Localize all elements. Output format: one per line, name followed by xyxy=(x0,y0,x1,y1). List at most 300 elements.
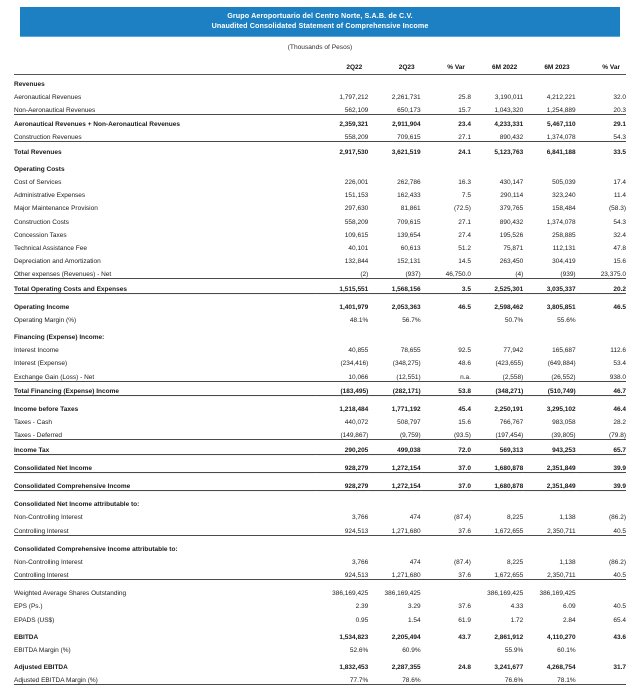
row-value: 562,109 xyxy=(316,101,368,115)
row-value: 0.95 xyxy=(355,616,369,624)
row-value: 40.5 xyxy=(576,566,626,580)
table-row xyxy=(14,495,626,508)
row-value: (348,271) xyxy=(471,381,523,395)
row-value: 50.7% xyxy=(504,316,524,324)
company-name: Grupo Aeroportuario del Centro Norte, S.A.B. de C.V. xyxy=(227,11,413,20)
table-row xyxy=(14,354,626,367)
row-value: 1.54 xyxy=(407,616,421,624)
row-value: 3,766 xyxy=(352,514,369,522)
row-label: Taxes - Cash xyxy=(14,419,52,427)
row-value: 924,513 xyxy=(316,566,368,580)
row-value: 386,169,425 xyxy=(384,590,421,598)
row-value: 2.39 xyxy=(355,603,369,611)
row-value: 323,240 xyxy=(552,192,576,200)
row-value: (87.4) xyxy=(453,558,471,566)
row-value: 1,515,551 xyxy=(316,279,368,293)
row-value: 262,786 xyxy=(397,179,421,186)
row-value: 2,261,731 xyxy=(391,93,421,101)
table-row xyxy=(14,101,626,115)
row-value: 3,766 xyxy=(352,558,369,566)
row-value: 162,433 xyxy=(397,192,421,200)
row-value: 4,110,270 xyxy=(547,633,576,641)
row-value: 6,841,188 xyxy=(546,148,576,156)
row-value: 45.4 xyxy=(458,406,471,413)
row-value: 2,350,711 xyxy=(523,566,575,580)
row-label: Controlling Interest xyxy=(14,566,316,580)
row-value: (510,749) xyxy=(523,381,575,395)
row-value: 24.8 xyxy=(458,664,471,672)
row-value: 2.84 xyxy=(562,616,576,624)
row-value: 386,169,425 xyxy=(539,590,576,598)
row-value: (937) xyxy=(368,265,420,279)
row-value: 297,630 xyxy=(344,205,369,213)
table-row xyxy=(14,381,626,395)
row-value: 2,351,849 xyxy=(523,477,575,491)
row-value: 54.3 xyxy=(613,218,626,226)
row-value: 60.1% xyxy=(557,647,576,654)
row-value: 890,432 xyxy=(471,128,523,142)
table-row xyxy=(14,328,626,341)
row-value: 132,844 xyxy=(344,258,369,266)
row-value: 33.5 xyxy=(613,148,626,156)
row-label: EBITDA xyxy=(14,633,39,641)
row-value: 37.0 xyxy=(421,477,471,491)
row-value: 3,295,102 xyxy=(546,406,576,413)
row-value: 151,153 xyxy=(344,192,369,200)
row-value: 2,861,912 xyxy=(494,633,524,641)
row-label: Administrative Expenses xyxy=(14,192,86,200)
row-value: 195,526 xyxy=(499,231,524,239)
row-value: 52.6% xyxy=(349,647,369,654)
row-value: 78.6% xyxy=(368,671,420,685)
row-value: 5,123,763 xyxy=(494,148,524,156)
row-value: 943,253 xyxy=(523,440,575,454)
row-label: Non-Controlling Interest xyxy=(14,558,83,566)
row-value: 109,615 xyxy=(344,231,369,239)
row-value: 72.0 xyxy=(421,440,471,454)
table-row xyxy=(14,628,626,641)
row-label: Non-Aeronautical Revenues xyxy=(14,101,316,115)
row-value: 75,871 xyxy=(503,244,524,252)
table-row xyxy=(14,173,626,186)
row-value: 1,271,680 xyxy=(368,566,420,580)
row-value: 27.1 xyxy=(458,218,471,226)
row-value: 2,911,904 xyxy=(392,121,421,129)
statement-title: Unaudited Consolidated Statement of Comprehensive Income xyxy=(211,21,429,30)
row-label: EPADS (US$) xyxy=(14,616,55,624)
row-label: Interest (Expense) xyxy=(14,360,68,368)
row-value: 650,173 xyxy=(368,101,420,115)
row-value: 890,432 xyxy=(499,218,524,226)
row-value: 1,797,212 xyxy=(339,93,369,101)
row-value: 1,672,655 xyxy=(471,566,523,580)
row-value: 152,131 xyxy=(397,258,421,266)
row-value: 430,147 xyxy=(499,179,524,186)
row-value: 43.6 xyxy=(613,633,626,641)
row-value: 32.4 xyxy=(613,231,626,239)
row-value: 27.1 xyxy=(421,128,471,142)
row-value: 65.7 xyxy=(576,440,626,454)
row-value: (234,416) xyxy=(340,360,369,368)
row-value: (58.3) xyxy=(609,205,626,213)
row-value: 40.5 xyxy=(613,603,626,611)
row-value: (183,495) xyxy=(316,381,368,395)
column-header-6m2023: 6M 2023 xyxy=(544,64,570,71)
financial-statement-table xyxy=(14,57,626,685)
row-label: Depreciation and Amortization xyxy=(14,258,101,266)
table-row xyxy=(14,115,626,129)
title-banner xyxy=(20,7,620,37)
row-value: 78.1% xyxy=(523,671,575,685)
row-value: 290,114 xyxy=(500,192,524,200)
row-label: Construction Costs xyxy=(14,218,69,226)
row-value: 20.3 xyxy=(576,101,626,115)
table-row xyxy=(14,400,626,413)
row-value: 709,615 xyxy=(397,218,421,226)
table-row xyxy=(14,128,626,142)
row-value: 14.5 xyxy=(458,258,471,266)
row-value: 2,359,321 xyxy=(339,121,369,129)
table-row xyxy=(14,199,626,212)
row-value: 40,101 xyxy=(348,244,369,252)
row-value: 2,525,301 xyxy=(471,279,523,293)
column-header-6m2022: 6M 2022 xyxy=(491,64,518,71)
row-value: 32.0 xyxy=(613,93,626,101)
row-label: Consolidated Net Income xyxy=(14,459,316,473)
row-value xyxy=(576,641,626,654)
row-label: Operating Costs xyxy=(14,165,65,173)
row-value: 55.9% xyxy=(504,647,524,654)
row-value: 290,205 xyxy=(316,440,368,454)
column-header-2q23: 2Q23 xyxy=(398,64,415,71)
column-header-var-6m: % Var xyxy=(602,64,620,71)
row-value xyxy=(421,311,471,324)
row-value: 258,885 xyxy=(552,231,576,239)
table-row xyxy=(14,426,626,440)
row-value: 508,797 xyxy=(397,419,421,427)
row-value: 40.5 xyxy=(576,521,626,535)
table-row xyxy=(14,265,626,279)
row-label: Income Tax xyxy=(14,440,316,454)
row-value: 37.0 xyxy=(421,459,471,473)
table-row xyxy=(14,252,626,265)
row-value xyxy=(576,584,626,597)
row-label: Adjusted EBITDA xyxy=(14,664,68,672)
row-value: 3.29 xyxy=(407,603,421,611)
row-value: 158,484 xyxy=(552,205,576,213)
row-value: 2,205,494 xyxy=(391,633,421,641)
row-value: 2,053,363 xyxy=(391,303,421,311)
row-value: (197,454) xyxy=(471,426,523,440)
row-value: (87.4) xyxy=(453,514,471,522)
row-value xyxy=(421,641,471,654)
row-value: 1,680,878 xyxy=(471,459,523,473)
row-value: (2,558) xyxy=(471,367,523,381)
row-value: 3,621,519 xyxy=(391,148,421,156)
row-value: 112.6 xyxy=(610,347,626,355)
row-value: 60,613 xyxy=(400,244,421,252)
row-value: 1,043,320 xyxy=(471,101,523,115)
table-row xyxy=(14,142,626,156)
row-value: 2,917,530 xyxy=(339,148,369,156)
row-value: 61.9 xyxy=(458,616,471,624)
row-value: (26,552) xyxy=(523,367,575,381)
row-label: Revenues xyxy=(14,80,45,88)
table-row xyxy=(14,610,626,623)
row-value: 37.6 xyxy=(458,603,471,611)
row-value: 558,209 xyxy=(316,128,368,142)
row-value: 48.6 xyxy=(458,360,471,368)
row-value: 92.5 xyxy=(458,347,471,355)
table-row xyxy=(14,641,626,654)
row-label: Operating Margin (%) xyxy=(14,316,77,324)
row-value: 226,001 xyxy=(344,179,369,186)
row-value: 81,861 xyxy=(400,205,421,213)
row-value: 60.9% xyxy=(402,647,421,654)
row-value xyxy=(576,671,626,685)
row-value: 1,568,156 xyxy=(368,279,420,293)
column-header-2q22: 2Q22 xyxy=(346,64,363,71)
row-value: 2,350,711 xyxy=(523,521,575,535)
row-value: 46.4 xyxy=(613,406,626,413)
row-value: 139,654 xyxy=(397,231,421,239)
table-row xyxy=(14,367,626,381)
row-value: 1.72 xyxy=(510,616,524,624)
row-label: Consolidated Comprehensive Income xyxy=(14,477,316,491)
row-label: Total Operating Costs and Expenses xyxy=(14,279,316,293)
row-value: 1,271,680 xyxy=(368,521,420,535)
row-label: Consolidated Comprehensive Income attributable to: xyxy=(14,545,178,553)
row-value: 23,375.0 xyxy=(576,265,626,279)
row-label: Financing (Expense) Income: xyxy=(14,334,105,342)
row-value: 1,374,078 xyxy=(546,218,576,226)
row-value: 16.3 xyxy=(458,179,471,186)
row-value: (348,275) xyxy=(392,360,421,368)
column-header-var-q: % Var xyxy=(447,64,465,71)
row-value: (423,655) xyxy=(495,360,524,368)
row-label: Exchange Gain (Loss) - Net xyxy=(14,367,316,381)
row-value: 165,687 xyxy=(552,347,576,355)
row-value: 8,225 xyxy=(507,558,524,566)
row-value: 43.7 xyxy=(458,633,471,641)
table-row xyxy=(14,226,626,239)
row-label: Technical Assistance Fee xyxy=(14,244,87,252)
statement-page xyxy=(0,7,640,685)
row-value: 11.4 xyxy=(613,192,626,200)
row-value: 386,169,425 xyxy=(487,590,524,598)
table-row xyxy=(14,298,626,311)
row-value: 1,254,889 xyxy=(523,101,575,115)
table-row xyxy=(14,477,626,491)
row-value: (12,551) xyxy=(368,367,420,381)
row-value: 8,225 xyxy=(507,514,524,522)
row-value: 1,272,154 xyxy=(368,477,420,491)
row-label: Cost of Services xyxy=(14,179,62,186)
row-label: Weighted Average Shares Outstanding xyxy=(14,590,127,598)
row-value: 3,190,011 xyxy=(494,93,524,101)
table-row xyxy=(14,311,626,324)
row-value: 48.1% xyxy=(349,316,369,324)
row-value: 5,467,110 xyxy=(547,121,576,129)
row-label: EPS (Ps.) xyxy=(14,603,43,611)
row-label: Controlling Interest xyxy=(14,521,316,535)
row-label: Consolidated Net Income attributable to: xyxy=(14,501,140,509)
row-value xyxy=(421,584,471,597)
table-row xyxy=(14,566,626,580)
row-value: 3,035,337 xyxy=(523,279,575,293)
row-value: 54.3 xyxy=(576,128,626,142)
table-row xyxy=(14,88,626,101)
row-label: Construction Revenues xyxy=(14,128,316,142)
row-value: 53.8 xyxy=(421,381,471,395)
row-value: 51.2 xyxy=(458,244,471,252)
row-value: 2,351,849 xyxy=(523,459,575,473)
row-label: Major Maintenance Provision xyxy=(14,205,98,213)
table-row xyxy=(14,597,626,610)
row-value: 1,832,453 xyxy=(339,664,369,672)
row-value: 558,209 xyxy=(344,218,369,226)
row-value: 56.7% xyxy=(402,316,421,324)
row-value: (9,759) xyxy=(368,426,420,440)
row-value: 938.0 xyxy=(576,367,626,381)
row-value: (149,867) xyxy=(316,426,368,440)
table-row xyxy=(14,508,626,521)
table-row xyxy=(14,186,626,199)
row-value: 3,241,677 xyxy=(494,664,524,672)
row-value: 1,771,192 xyxy=(391,406,421,413)
row-value: 77,942 xyxy=(503,347,524,355)
row-label: Other expenses (Revenues) - Net xyxy=(14,265,316,279)
table-row xyxy=(14,671,626,685)
row-value: 25.8 xyxy=(458,93,471,101)
table-row xyxy=(14,239,626,252)
table-row xyxy=(14,74,626,88)
row-value: 46.5 xyxy=(613,303,626,311)
row-value: 983,058 xyxy=(552,419,576,427)
units-caption: (Thousands of Pesos) xyxy=(287,44,353,51)
row-label: Adjusted EBITDA Margin (%) xyxy=(14,671,316,685)
row-value: 3,805,851 xyxy=(546,303,576,311)
row-label: Total Revenues xyxy=(14,148,62,156)
row-label: Aeronautical Revenues + Non-Aeronautical Revenues xyxy=(14,121,180,129)
row-value: (93.5) xyxy=(421,426,471,440)
row-value: (649,884) xyxy=(547,360,576,368)
row-value: 39.9 xyxy=(576,477,626,491)
row-label: Non-Controlling Interest xyxy=(14,514,83,522)
row-value: 2,598,462 xyxy=(494,303,524,311)
row-label: Total Financing (Expense) Income xyxy=(14,381,316,395)
row-value: 440,072 xyxy=(344,419,369,427)
row-value: 28.2 xyxy=(613,419,626,427)
row-value: 46.7 xyxy=(576,381,626,395)
row-value: 4,233,331 xyxy=(494,121,524,129)
row-value: 2,250,191 xyxy=(494,406,524,413)
row-value: 6.09 xyxy=(562,603,576,611)
row-value: 15.6 xyxy=(458,419,471,427)
table-header-row xyxy=(14,57,626,74)
row-value: 1,401,979 xyxy=(339,303,369,311)
row-value: 24.1 xyxy=(458,148,471,156)
row-value: 3.5 xyxy=(421,279,471,293)
row-value: 766,767 xyxy=(499,419,524,427)
row-value: (4) xyxy=(471,265,523,279)
row-value: 39.9 xyxy=(576,459,626,473)
row-value: 112,131 xyxy=(552,244,576,252)
row-value: 1,218,484 xyxy=(339,406,369,413)
row-value: 17.4 xyxy=(613,179,626,186)
column-header-label xyxy=(14,57,316,74)
row-value: 23.4 xyxy=(458,121,471,129)
row-value: 47.8 xyxy=(613,244,626,252)
row-value: 15.6 xyxy=(613,258,626,266)
row-value: 46,750.0 xyxy=(421,265,471,279)
row-value: 31.7 xyxy=(613,664,626,672)
row-value: 4.33 xyxy=(510,603,524,611)
table-row xyxy=(14,584,626,597)
row-value: 709,615 xyxy=(368,128,420,142)
table-row xyxy=(14,279,626,293)
row-value: (86.2) xyxy=(609,558,626,566)
row-value: 499,038 xyxy=(368,440,420,454)
row-value: 7.5 xyxy=(461,192,471,200)
table-row xyxy=(14,440,626,454)
row-value: 1,138 xyxy=(559,514,576,522)
table-row xyxy=(14,160,626,173)
row-value: 1,534,823 xyxy=(339,633,369,641)
row-value: 40,855 xyxy=(348,347,369,355)
row-value: 27.4 xyxy=(458,231,471,239)
row-value: 569,313 xyxy=(471,440,523,454)
row-value: 386,169,425 xyxy=(332,590,369,598)
row-value: 928,279 xyxy=(316,459,368,473)
row-value: 37.6 xyxy=(421,566,471,580)
row-value: 924,513 xyxy=(316,521,368,535)
row-value: 4,268,754 xyxy=(546,664,576,672)
row-value: 474 xyxy=(409,558,421,566)
row-value: 55.6% xyxy=(557,316,576,324)
row-value: (79.8) xyxy=(576,426,626,440)
table-row xyxy=(14,212,626,225)
table-row xyxy=(14,413,626,426)
row-label: Concession Taxes xyxy=(14,231,67,239)
row-value: 304,419 xyxy=(552,258,576,266)
row-label: Interest Income xyxy=(14,347,59,355)
row-value: 20.2 xyxy=(576,279,626,293)
row-value: 29.1 xyxy=(613,121,626,129)
table-row xyxy=(14,341,626,354)
table-row xyxy=(14,540,626,553)
row-value xyxy=(421,671,471,685)
row-value: 37.6 xyxy=(421,521,471,535)
row-value xyxy=(576,311,626,324)
table-row xyxy=(14,521,626,535)
row-value: 379,765 xyxy=(499,205,524,213)
table-body xyxy=(14,74,626,685)
row-value: 10,066 xyxy=(316,367,368,381)
row-value: 78,655 xyxy=(400,347,421,355)
row-value: 46.5 xyxy=(458,303,471,311)
row-value: 263,450 xyxy=(499,258,524,266)
row-value: 53.4 xyxy=(613,360,626,368)
row-value: (39,805) xyxy=(523,426,575,440)
row-value: (2) xyxy=(316,265,368,279)
row-value: 1,374,078 xyxy=(523,128,575,142)
row-value: 65.4 xyxy=(613,616,626,624)
row-value: 76.6% xyxy=(471,671,523,685)
row-value: (86.2) xyxy=(609,514,626,522)
row-value: 474 xyxy=(409,514,421,522)
row-label: Operating Income xyxy=(14,303,70,311)
